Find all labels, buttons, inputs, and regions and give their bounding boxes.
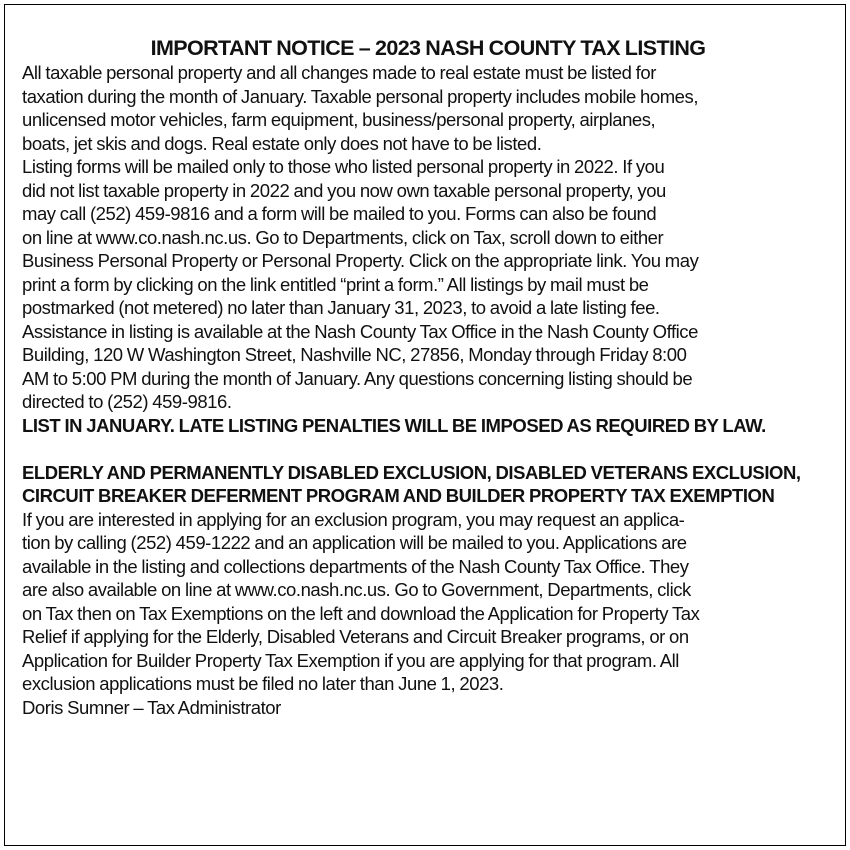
signature: Doris Sumner – Tax Administrator xyxy=(22,696,281,718)
body-line: unlicensed motor vehicles, farm equipment, business/personal property, airplanes, xyxy=(22,109,656,130)
body-line: available in the listing and collections departments of the Nash County Tax Office. They xyxy=(22,555,689,577)
body-line: Relief if applying for the Elderly, Disabled Veterans and Circuit Breaker programs, or on xyxy=(22,626,689,647)
body-line: print a form by clicking on the link entitled “print a form.” All listings by mail must be xyxy=(22,273,649,295)
body-line: on Tax then on Tax Exemptions on the left and download the Application for Property Tax xyxy=(22,602,700,624)
body-line: may call (252) 459-9816 and a form will be mailed to you. Forms can also be found xyxy=(22,203,657,224)
body-line: If you are interested in applying for an exclusion program, you may request an applica- xyxy=(22,508,685,530)
exclusion-section xyxy=(22,461,834,720)
penalty-warning: LIST IN JANUARY. LATE LISTING PENALTIES WILL BE IMPOSED AS REQUIRED BY LAW. xyxy=(22,414,766,436)
body-line: on line at www.co.nash.nc.us. Go to Departments, click on Tax, scroll down to either xyxy=(22,226,664,248)
body-line: All taxable personal property and all changes made to real estate must be listed for xyxy=(22,62,656,83)
body-line: AM to 5:00 PM during the month of January. Any questions concerning listing should be xyxy=(22,367,693,389)
body-line: Listing forms will be mailed only to those who listed personal property in 2022. If you xyxy=(22,156,665,177)
body-line: did not list taxable property in 2022 and you now own taxable personal property, you xyxy=(22,179,666,201)
notice-box xyxy=(4,4,846,846)
body-line: Application for Builder Property Tax Exemption if you are applying for that program. All xyxy=(22,649,679,671)
exclusion-heading-line: ELDERLY AND PERMANENTLY DISABLED EXCLUSION, DISABLED VETERANS EXCLUSION, xyxy=(22,461,801,483)
body-line: boats, jet skis and dogs. Real estate only does not have to be listed. xyxy=(22,132,542,154)
body-line: postmarked (not metered) no later than January 31, 2023, to avoid a late listing fee. xyxy=(22,297,660,318)
notice-content xyxy=(22,35,834,719)
exclusion-heading-line: CIRCUIT BREAKER DEFERMENT PROGRAM AND BUILDER PROPERTY TAX EXEMPTION xyxy=(22,485,775,506)
body-line: are also available on line at www.co.nash.nc.us. Go to Government, Departments, click xyxy=(22,579,691,600)
body-line: exclusion applications must be filed no later than June 1, 2023. xyxy=(22,673,504,694)
listing-section xyxy=(22,61,834,437)
body-line: Assistance in listing is available at the Nash County Tax Office in the Nash County Office xyxy=(22,320,698,342)
body-line: directed to (252) 459-9816. xyxy=(22,391,232,412)
body-line: tion by calling (252) 459-1222 and an application will be mailed to you. Applications are xyxy=(22,532,687,553)
body-line: Business Personal Property or Personal Property. Click on the appropriate link. You may xyxy=(22,250,699,271)
body-line: taxation during the month of January. Taxable personal property includes mobile homes, xyxy=(22,85,699,107)
body-line: Building, 120 W Washington Street, Nashville NC, 27856, Monday through Friday 8:00 xyxy=(22,344,687,365)
section-spacer xyxy=(22,437,834,461)
notice-title: IMPORTANT NOTICE – 2023 NASH COUNTY TAX LISTING xyxy=(150,36,706,60)
